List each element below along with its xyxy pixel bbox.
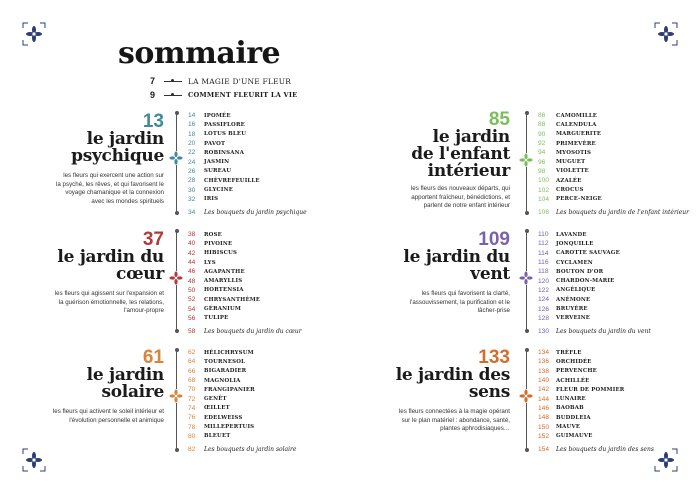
- intro-entry-title: LA MAGIE D'UNE FLEUR: [188, 76, 292, 86]
- entry-page-number: 24: [188, 158, 196, 166]
- section-heading: [40, 113, 164, 206]
- entry-page-number: 54: [188, 305, 196, 313]
- entry-name: JONQUILLE: [556, 240, 594, 247]
- corner-ornament-top-right: [654, 22, 678, 46]
- entry-name: CHARDON-MARIE: [556, 278, 615, 285]
- entry-page-number: 90: [538, 130, 546, 138]
- list-item[interactable]: [538, 111, 689, 120]
- list-item[interactable]: [538, 148, 689, 157]
- connector-dash-icon: [164, 92, 182, 98]
- section-title: intérieur: [427, 161, 510, 181]
- list-item[interactable]: [188, 258, 302, 267]
- section-title: le jardin des: [395, 365, 510, 385]
- list-item[interactable]: [538, 394, 654, 403]
- list-item[interactable]: [538, 130, 689, 139]
- description-line: la guérison émotionnelle, les relations,: [58, 298, 164, 306]
- section-title: le jardin: [432, 127, 510, 147]
- entry-page-number: 134: [538, 349, 550, 357]
- section-page-number[interactable]: 109: [478, 229, 510, 250]
- entry-page-number: 110: [538, 231, 549, 239]
- entry-name: AGAPANTHE: [204, 268, 245, 275]
- section-title: le jardin du: [57, 247, 164, 267]
- list-item[interactable]: [538, 314, 651, 323]
- entry-page-number: 38: [188, 231, 196, 239]
- list-item[interactable]: [188, 239, 302, 248]
- entry-page-number: 88: [538, 121, 546, 129]
- entry-name: Les bouquets du jardin du vent: [556, 328, 651, 336]
- list-item[interactable]: [538, 422, 654, 431]
- entry-name: MILLEPERTUIS: [204, 424, 255, 431]
- entry-page-number: 150: [538, 423, 550, 431]
- corner-ornament-top-left: [22, 22, 46, 46]
- list-item[interactable]: [538, 413, 654, 422]
- entry-page-number: 136: [538, 358, 550, 366]
- section-page-number[interactable]: 133: [478, 347, 510, 368]
- ornament-flower-icon: [22, 448, 46, 472]
- section-heading: [392, 111, 510, 211]
- list-item[interactable]: [538, 267, 651, 276]
- entry-page-number: 28: [188, 177, 196, 185]
- entry-page-number: 98: [538, 167, 546, 175]
- list-item[interactable]: [538, 249, 651, 258]
- intro-entry-title: COMMENT FLEURIT LA VIE: [188, 91, 298, 99]
- entry-page-number: 140: [538, 377, 550, 385]
- section-heading: [392, 231, 510, 316]
- entry-list: [538, 111, 689, 217]
- description-line: parlent de notre enfant intérieur: [423, 202, 510, 210]
- entry-name: ANGÉLIQUE: [556, 287, 596, 294]
- entry-name: LUNAIRE: [556, 396, 586, 403]
- entry-page-number: 32: [188, 195, 196, 203]
- entry-name: VERVEINE: [556, 315, 591, 322]
- section-title: le jardin: [86, 129, 164, 149]
- section-description: [392, 290, 510, 316]
- list-item[interactable]: [188, 422, 296, 431]
- entry-list: [188, 230, 302, 336]
- corner-ornament-bottom-left: [22, 448, 46, 472]
- entry-name: CYCLAMEN: [556, 259, 593, 266]
- flower-icon: [169, 271, 183, 285]
- description-line: l'assouvissement, la purification et le: [409, 298, 510, 306]
- entry-page-number: 68: [188, 377, 196, 385]
- entry-list: [538, 230, 651, 336]
- entry-name: TULIPE: [204, 315, 229, 322]
- section-title: le jardin du: [403, 247, 510, 267]
- entry-name: LYS: [204, 259, 216, 266]
- entry-name: HÉLICHRYSUM: [204, 349, 254, 356]
- entry-page-number: 52: [188, 296, 196, 304]
- description-line: plantes aphrodisiaques…: [440, 425, 510, 433]
- section-page-number[interactable]: 61: [142, 347, 164, 368]
- entry-page-number: 114: [538, 249, 549, 257]
- entry-name: MAGNOLIA: [204, 377, 241, 384]
- entry-name: AZALÉE: [556, 177, 582, 184]
- entry-name: BIGARADIER: [204, 368, 247, 375]
- entry-page-number: 14: [188, 112, 196, 120]
- description-line: les fleurs des nouveaux départs, qui: [410, 185, 510, 192]
- list-item[interactable]: [538, 385, 654, 394]
- entry-page-number: 20: [188, 140, 196, 148]
- entry-page-number: 26: [188, 167, 196, 175]
- entry-name: SUREAU: [204, 168, 232, 175]
- entry-name: HIBISCUS: [204, 250, 238, 257]
- entry-name: GUIMAUVE: [556, 433, 593, 440]
- list-item[interactable]: [538, 258, 651, 267]
- entry-name: LOTUS BLEU: [204, 131, 247, 138]
- entry-page-number: 102: [538, 186, 550, 194]
- description-line: lâcher-prise: [477, 307, 510, 315]
- flower-icon: [519, 153, 533, 167]
- entry-page-number: 78: [188, 423, 196, 431]
- section-title: le jardin: [86, 365, 164, 385]
- entry-page-number: 138: [538, 367, 550, 375]
- list-item[interactable]: [188, 249, 302, 258]
- list-item[interactable]: [188, 130, 307, 139]
- entry-page-number: 64: [188, 358, 196, 366]
- list-item[interactable]: [538, 120, 689, 129]
- entry-name: CHÈVREFEUILLE: [204, 177, 260, 184]
- entry-page-number: 58: [188, 328, 196, 336]
- section-description: [40, 408, 164, 425]
- entry-page-number: 50: [188, 286, 196, 294]
- flower-icon: [519, 389, 533, 403]
- entry-page-number: 92: [538, 140, 546, 148]
- entry-name: LAVANDE: [556, 231, 587, 238]
- list-item[interactable]: [188, 385, 296, 394]
- list-item[interactable]: [538, 185, 689, 194]
- section-title: de l'enfant: [411, 144, 510, 164]
- entry-name: Les bouquets du jardin solaire: [204, 446, 297, 454]
- description-line: les fleurs qui favorisent la clarté,: [421, 290, 510, 297]
- entry-page-number: 16: [188, 121, 196, 129]
- section-page-number[interactable]: 85: [488, 109, 510, 130]
- description-line: les fleurs qui activent le soleil intérieur et: [52, 408, 164, 415]
- entry-name: EDELWEISS: [204, 414, 243, 421]
- list-item-bouquets[interactable]: [188, 208, 307, 217]
- list-item[interactable]: [188, 267, 302, 276]
- entry-name: FRANGIPANIER: [204, 386, 255, 393]
- entry-page-number: 146: [538, 404, 550, 412]
- entry-name: AMARYLLIS: [204, 278, 243, 285]
- description-line: l'amour-propre: [123, 307, 164, 315]
- entry-page-number: 152: [538, 432, 550, 440]
- section-description: [40, 290, 164, 316]
- entry-name: HORTENSIA: [204, 287, 244, 294]
- list-item-bouquets[interactable]: [188, 445, 296, 454]
- entry-name: PRIMEVÈRE: [556, 140, 596, 147]
- list-item[interactable]: [538, 230, 651, 239]
- list-item-bouquets[interactable]: [538, 445, 654, 454]
- entry-page-number: 112: [538, 240, 549, 248]
- entry-page-number: 96: [538, 158, 546, 166]
- entry-page-number: 48: [188, 277, 196, 285]
- list-item[interactable]: [538, 167, 689, 176]
- entry-page-number: 126: [538, 305, 550, 313]
- list-item[interactable]: [188, 394, 296, 403]
- entry-name: BRUYÈRE: [556, 306, 588, 313]
- section-title: cœur: [116, 264, 164, 284]
- intro-entry[interactable]: [150, 75, 291, 87]
- entry-page-number: 106: [538, 209, 550, 217]
- entry-name: ŒILLET: [204, 405, 230, 412]
- list-item[interactable]: [538, 432, 654, 441]
- list-item[interactable]: [538, 139, 689, 148]
- entry-name: TOURNESOL: [204, 358, 246, 365]
- description-line: avec les mondes spirituels: [91, 197, 164, 205]
- entry-page-number: 118: [538, 268, 549, 276]
- entry-page-number: 122: [538, 286, 550, 294]
- entry-page-number: 70: [188, 386, 196, 394]
- page-title: sommaire: [118, 36, 281, 71]
- entry-page-number: 148: [538, 414, 550, 422]
- entry-name: IPOMÉE: [204, 112, 231, 119]
- list-item[interactable]: [538, 367, 654, 376]
- list-item[interactable]: [188, 367, 296, 376]
- entry-list: [538, 348, 654, 454]
- entry-name: Les bouquets du jardin du cœur: [204, 328, 302, 336]
- list-item[interactable]: [538, 286, 651, 295]
- entry-name: GENÊT: [204, 396, 227, 403]
- list-item[interactable]: [188, 304, 302, 313]
- list-item[interactable]: [538, 176, 689, 185]
- list-item[interactable]: [188, 167, 307, 176]
- description-line: voyage chamanique et la connexion: [65, 189, 164, 197]
- entry-name: BUDDLEIA: [556, 414, 591, 421]
- entry-page-number: 128: [538, 314, 550, 322]
- entry-list: [188, 348, 296, 454]
- entry-name: ROBINSANA: [204, 149, 245, 156]
- flower-icon: [519, 271, 533, 285]
- entry-name: GÉRANIUM: [204, 306, 242, 313]
- list-item[interactable]: [538, 357, 654, 366]
- entry-name: ANÉMONE: [556, 296, 591, 303]
- intro-page-number: 9: [150, 90, 156, 100]
- description-line: sur le plan matériel : abondance, santé,: [401, 416, 510, 424]
- entry-name: PASSIFLORE: [204, 121, 245, 128]
- entry-page-number: 66: [188, 367, 196, 375]
- list-item[interactable]: [188, 148, 307, 157]
- entry-name: Les bouquets du jardin de l'enfant intérieur: [556, 209, 690, 217]
- list-item[interactable]: [188, 157, 307, 166]
- list-item-bouquets[interactable]: [538, 327, 651, 336]
- entry-name: PIVOINE: [204, 240, 233, 247]
- description-line: les fleurs qui exercent une action sur: [63, 172, 164, 179]
- section-description: [392, 185, 510, 211]
- entry-name: FLEUR DE POMMIER: [556, 386, 625, 393]
- entry-name: CROCUS: [556, 187, 584, 194]
- entry-name: CAROTTE SAUVAGE: [556, 250, 620, 257]
- section-description: [392, 408, 510, 434]
- entry-page-number: 86: [538, 112, 546, 120]
- section-title: vent: [470, 264, 510, 284]
- list-item[interactable]: [538, 276, 651, 285]
- list-item[interactable]: [188, 413, 296, 422]
- entry-name: TRÈFLE: [556, 349, 582, 356]
- list-item[interactable]: [538, 195, 689, 204]
- entry-page-number: 154: [538, 446, 550, 454]
- entry-page-number: 116: [538, 259, 549, 267]
- list-item[interactable]: [188, 176, 307, 185]
- list-item[interactable]: [188, 348, 296, 357]
- entry-page-number: 104: [538, 195, 550, 203]
- entry-name: PERVENCHE: [556, 368, 597, 375]
- description-line: les fleurs qui agissent sur l'expansion et: [54, 290, 164, 297]
- entry-list: [188, 111, 307, 217]
- list-item[interactable]: [538, 376, 654, 385]
- entry-name: Les bouquets du jardin psychique: [204, 209, 307, 217]
- ornament-flower-icon: [22, 22, 46, 46]
- ornament-flower-icon: [654, 448, 678, 472]
- list-item[interactable]: [538, 239, 651, 248]
- entry-page-number: 142: [538, 386, 550, 394]
- entry-page-number: 62: [188, 349, 196, 357]
- entry-page-number: 120: [538, 277, 550, 285]
- list-item[interactable]: [538, 304, 651, 313]
- section-heading: [40, 349, 164, 425]
- section-heading: [392, 349, 510, 434]
- entry-page-number: 22: [188, 149, 196, 157]
- section-title: psychique: [71, 146, 164, 166]
- entry-page-number: 44: [188, 259, 196, 267]
- entry-name: CHRYSANTHÈME: [204, 296, 261, 303]
- list-item[interactable]: [188, 185, 307, 194]
- entry-name: VIOLETTE: [556, 168, 589, 175]
- section-page-number[interactable]: 13: [142, 111, 164, 132]
- section-description: [40, 172, 164, 206]
- entry-name: MYOSOTIS: [556, 149, 592, 156]
- list-item[interactable]: [188, 404, 296, 413]
- list-item[interactable]: [188, 230, 302, 239]
- list-item[interactable]: [188, 120, 307, 129]
- entry-name: ACHILLÉE: [556, 377, 590, 384]
- list-item[interactable]: [538, 157, 689, 166]
- entry-name: MAUVE: [556, 424, 581, 431]
- entry-page-number: 46: [188, 268, 196, 276]
- entry-name: BAOBAB: [556, 405, 584, 412]
- entry-page-number: 144: [538, 395, 550, 403]
- list-item[interactable]: [188, 357, 296, 366]
- list-item[interactable]: [188, 376, 296, 385]
- intro-entry[interactable]: [150, 89, 297, 101]
- description-line: l'évolution personnelle et animique: [69, 416, 164, 424]
- entry-page-number: 82: [188, 446, 196, 454]
- entry-page-number: 124: [538, 296, 550, 304]
- ornament-flower-icon: [654, 22, 678, 46]
- entry-page-number: 80: [188, 432, 196, 440]
- entry-page-number: 72: [188, 395, 196, 403]
- section-page-number[interactable]: 37: [142, 229, 164, 250]
- entry-page-number: 94: [538, 149, 546, 157]
- entry-name: PAVOT: [204, 140, 226, 147]
- list-item[interactable]: [188, 139, 307, 148]
- entry-page-number: 18: [188, 130, 196, 138]
- entry-page-number: 130: [538, 328, 550, 336]
- flower-icon: [169, 389, 183, 403]
- entry-name: PERCE-NEIGE: [556, 196, 602, 203]
- entry-name: GLYCINE: [204, 187, 234, 194]
- corner-ornament-bottom-right: [654, 448, 678, 472]
- entry-name: ROSE: [204, 231, 222, 238]
- list-item[interactable]: [538, 404, 654, 413]
- entry-page-number: 74: [188, 404, 196, 412]
- entry-name: Les bouquets du jardin des sens: [556, 446, 654, 454]
- list-item[interactable]: [188, 276, 302, 285]
- list-item-bouquets[interactable]: [538, 208, 689, 217]
- section-title: sens: [468, 382, 510, 402]
- flower-icon: [169, 151, 183, 165]
- description-line: apportent fraîcheur, bénédictions, et: [411, 193, 510, 201]
- description-line: les fleurs connectées à la magie opérant: [398, 408, 510, 415]
- entry-page-number: 76: [188, 414, 196, 422]
- list-item[interactable]: [538, 348, 654, 357]
- entry-page-number: 40: [188, 240, 196, 248]
- list-item[interactable]: [538, 295, 651, 304]
- entry-name: ORCHIDÉE: [556, 358, 592, 365]
- entry-name: BOUTON D'OR: [556, 268, 604, 275]
- entry-name: JASMIN: [204, 159, 230, 166]
- entry-page-number: 42: [188, 249, 196, 257]
- entry-page-number: 56: [188, 314, 196, 322]
- entry-page-number: 30: [188, 186, 196, 194]
- list-item[interactable]: [188, 314, 302, 323]
- intro-page-number: 7: [150, 76, 156, 86]
- connector-dash-icon: [164, 78, 182, 84]
- list-item[interactable]: [188, 432, 296, 441]
- entry-name: BLEUET: [204, 433, 231, 440]
- description-line: la psyché, les rêves, et qui favorisent le: [56, 180, 164, 188]
- entry-name: IRIS: [204, 196, 219, 203]
- section-title: solaire: [101, 382, 164, 402]
- entry-page-number: 100: [538, 177, 550, 185]
- entry-name: MUGUET: [556, 159, 586, 166]
- section-heading: [40, 231, 164, 316]
- list-item[interactable]: [188, 111, 307, 120]
- list-item[interactable]: [188, 286, 302, 295]
- entry-page-number: 34: [188, 209, 196, 217]
- entry-name: CALENDULA: [556, 121, 597, 128]
- entry-name: MARGUERITE: [556, 131, 602, 138]
- list-item-bouquets[interactable]: [188, 327, 302, 336]
- list-item[interactable]: [188, 195, 307, 204]
- entry-name: CAMOMILLE: [556, 112, 598, 119]
- list-item[interactable]: [188, 295, 302, 304]
